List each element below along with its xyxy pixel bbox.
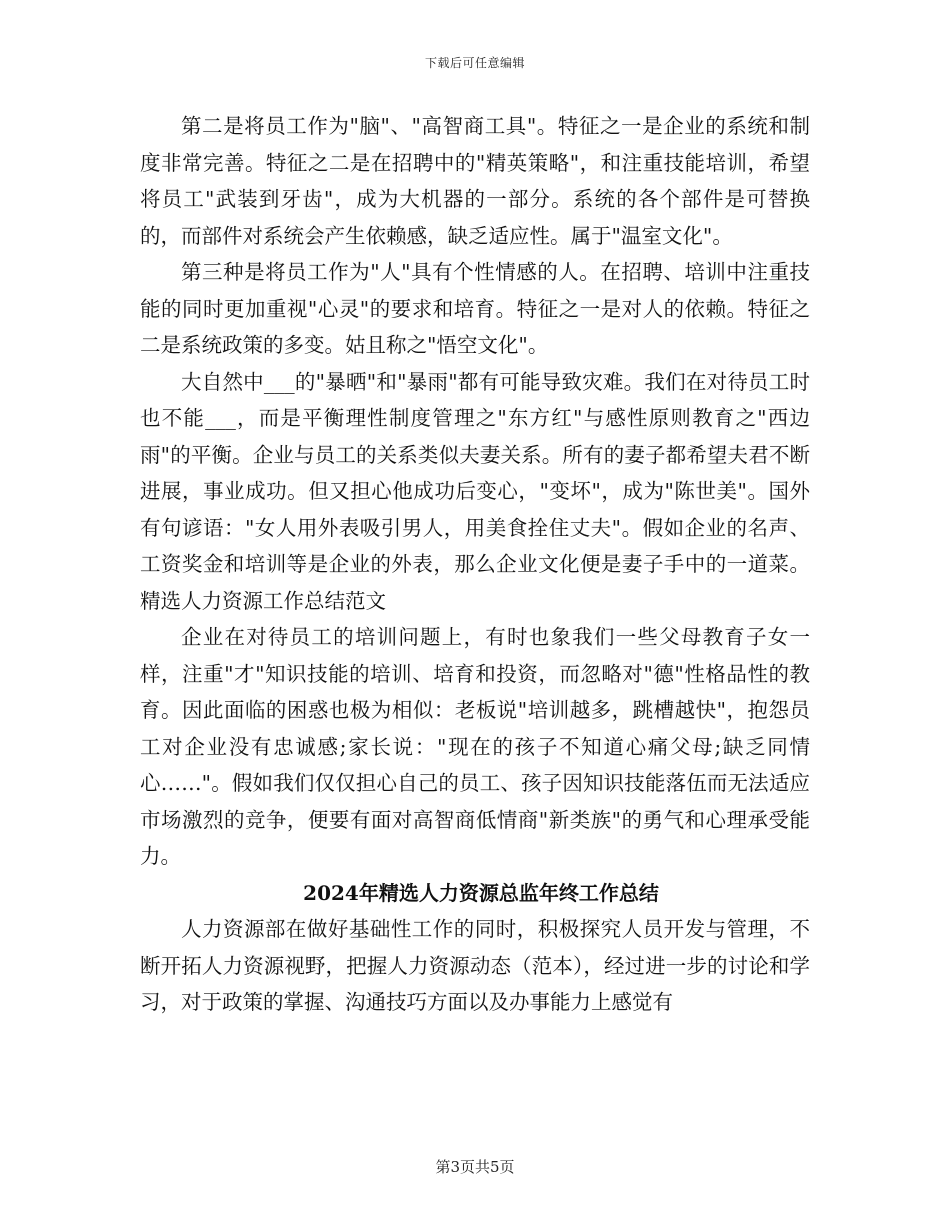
page-footer: 第3页共5页: [435, 1158, 515, 1176]
paragraph-person: 第三种是将员工作为"人"具有个性情感的人。在招聘、培训中注重技能的同时更加重视"心灵"的要求和培育。特征之一是对人的依赖。特征之二是系统政策的多变。姑且称之"悟空文化"。: [140, 260, 810, 357]
paragraph-nature-balance: 大自然中___的"暴晒"和"暴雨"都有可能导致灾难。我们在对待员工时也不能___，而是平衡理性制度管理之"东方红"与感性原则教育之"西边雨"的平衡。企业与员工的关系类似夫妻关系。所有的妻子都希望夫君不断进展，事业成功。但又担心他成功后变心，"变坏"，成为"陈世美"。国外有句谚语："女人用外表吸引男人，用美食拴住丈夫"。假如企业的名声、工资奖金和培训等是企业的外表，那么企业文化便是妻子手中的一道菜。精选人力资源工作总结范文: [140, 369, 810, 613]
section-heading: 2024年精选人力资源总监年终工作总结: [303, 880, 659, 905]
paragraph-brain-tool: 第二是将员工作为"脑"、"高智商工具"。特征之一是企业的系统和制度非常完善。特征之二是在招聘中的"精英策略"，和注重技能培训，希望将员工"武装到牙齿"，成为大机器的一部分。系统的各个部件是可替换的，而部件对系统会产生依赖感，缺乏适应性。属于"温室文化"。: [140, 114, 810, 248]
paragraph-training: 企业在对待员工的培训问题上，有时也象我们一些父母教育子女一样，注重"才"知识技能的培训、培育和投资，而忽略对"德"性格品性的教育。因此面临的困惑也极为相似：老板说"培训越多，跳槽越快"，抱怨员工对企业没有忠诚感;家长说："现在的孩子不知道心痛父母;缺乏同情心……"。假如我们仅仅担心自己的员工、孩子因知识技能落伍而无法适应市场激烈的竞争，便要有面对高智商低情商"新类族"的勇气和心理承受能力。: [140, 625, 810, 868]
page-header: 下载后可任意编辑: [424, 56, 525, 70]
document-body: [140, 108, 810, 1021]
section-paragraph: 人力资源部在做好基础性工作的同时，积极探究人员开发与管理，不断开拓人力资源视野，把握人力资源动态（范本），经过进一步的讨论和学习，对于政策的掌握、沟通技巧方面以及办事能力上感觉有: [140, 917, 810, 1014]
